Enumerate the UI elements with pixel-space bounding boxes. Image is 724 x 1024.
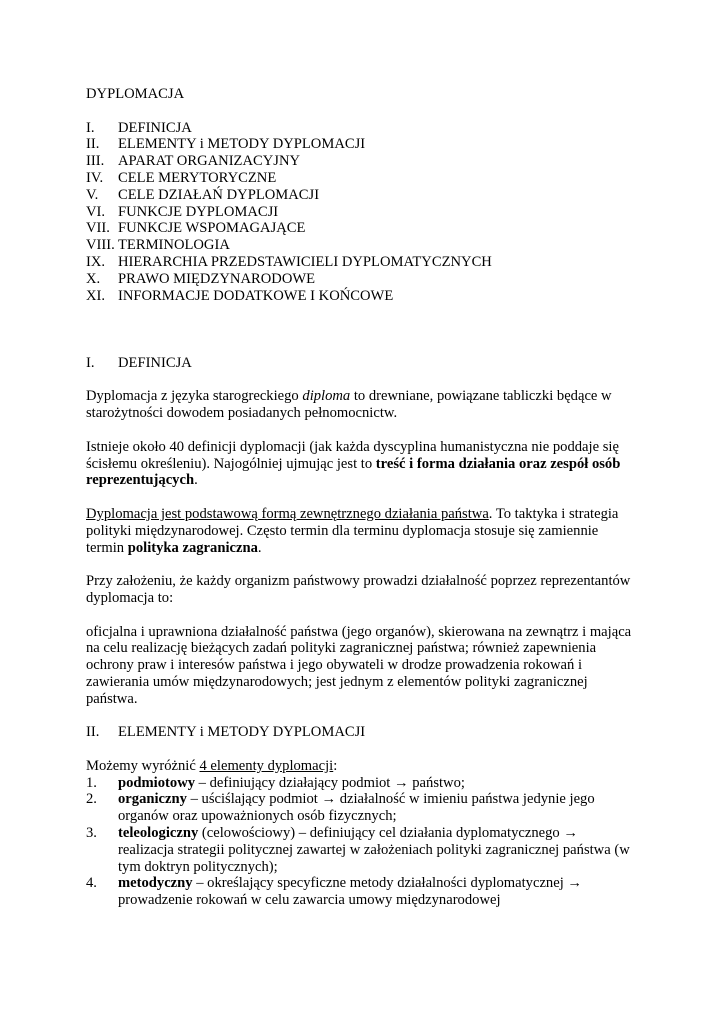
list-number: 3.: [86, 825, 97, 842]
text-run: ścisłemu określeniu). Najogólniej ujmując jest to: [86, 455, 376, 472]
document-title: DYPLOMACJA: [86, 86, 185, 102]
bold-text: podmiotowy: [118, 774, 196, 791]
toc-item: [86, 187, 646, 204]
section-title: DEFINICJA: [118, 354, 192, 371]
elements-list: [86, 775, 646, 909]
list-item: [86, 875, 646, 909]
list-item: [86, 775, 646, 792]
text-line: starożytności dowodem posiadanych pełnomocnictw.: [86, 405, 398, 422]
text-line: tym doktryn politycznych);: [118, 858, 278, 875]
list-number: 2.: [86, 791, 97, 808]
section-title: ELEMENTY i METODY DYPLOMACJI: [118, 724, 366, 741]
toc-label: CELE MERYTORYCZNE: [118, 169, 277, 186]
list-number: 1.: [86, 774, 97, 791]
toc-number: I.: [86, 119, 95, 136]
text-run: .: [257, 539, 262, 556]
underlined-text: Dyplomacja jest podstawową formą zewnętrznego działania państwa: [86, 505, 489, 522]
bold-text: reprezentujących: [86, 472, 195, 489]
toc-item: [86, 254, 646, 271]
toc-number: III.: [86, 153, 105, 170]
section-2-heading: [86, 724, 646, 741]
bold-text: metodyczny: [118, 875, 193, 892]
section-number: II.: [86, 724, 100, 741]
toc-label: TERMINOLOGIA: [118, 237, 230, 254]
bold-text: teleologiczny: [118, 825, 199, 842]
toc-item: [86, 153, 646, 170]
section-number: I.: [86, 354, 95, 371]
text-line: polityki międzynarodowej. Często termin dla terminu dyplomacja stosuje się zamiennie: [86, 522, 599, 539]
toc-label: HIERARCHIA PRZEDSTAWICIELI DYPLOMATYCZNYCH: [118, 253, 492, 270]
text-run: .: [194, 472, 198, 489]
text-line: oficjalna i uprawniona działalność państwa (jego organów), skierowana na zewnątrz i mająca: [86, 623, 632, 640]
toc-label: APARAT ORGANIZACYJNY: [118, 153, 301, 170]
toc-number: VII.: [86, 220, 110, 237]
table-of-contents: [86, 120, 646, 305]
term-diploma: diploma: [302, 388, 351, 405]
text-run: Możemy wyróżnić: [86, 757, 200, 774]
paragraph-official-activity: [86, 624, 646, 708]
toc-item: [86, 237, 646, 254]
bold-text: organiczny: [118, 791, 187, 808]
text-run: – definiujący działający podmiot → państwo;: [195, 774, 465, 791]
bold-text: treść i forma działania oraz zespół osób: [375, 455, 621, 472]
text-run: to drewniane, powiązane tabliczki będące w: [350, 388, 612, 405]
text-line: realizacja strategii politycznej zawartej w założeniach polityki zagranicznej państwa (w: [118, 841, 630, 858]
section-1-heading: [86, 355, 646, 372]
toc-number: X.: [86, 270, 101, 287]
toc-label: FUNKCJE DYPLOMACJI: [118, 203, 279, 220]
toc-item: [86, 271, 646, 288]
list-number: 4.: [86, 875, 97, 892]
toc-label: INFORMACJE DODATKOWE I KOŃCOWE: [118, 287, 394, 304]
text-line: Przy założeniu, że każdy organizm państwowy prowadzi działalność poprzez reprezentantów: [86, 573, 631, 590]
toc-item: [86, 220, 646, 237]
text-run: – uściślający podmiot → działalność w imieniu państwa jedynie jego: [186, 791, 595, 808]
bold-text: polityka zagraniczna: [127, 539, 258, 556]
toc-item: [86, 288, 646, 305]
toc-item: [86, 204, 646, 221]
paragraph-definitions: [86, 439, 646, 489]
text-line: na celu realizację bieżących zadań polityki zagranicznej państwa; również zapewnienia: [86, 640, 597, 657]
text-run: . To taktyka i strategia: [488, 505, 619, 522]
toc-number: V.: [86, 186, 99, 203]
toc-number: II.: [86, 136, 100, 153]
text-line: państwa.: [86, 690, 138, 707]
toc-item: [86, 170, 646, 187]
text-line: zawierania umów międzynarodowych; jest jednym z elementów polityki zagranicznej: [86, 673, 588, 690]
text-line: Istnieje około 40 definicji dyplomacji (jak każda dyscyplina humanistyczna nie poddaje się: [86, 438, 619, 455]
toc-label: PRAWO MIĘDZYNARODOWE: [118, 270, 316, 287]
list-item: [86, 791, 646, 825]
document-page: [86, 86, 646, 909]
text-run: :: [333, 757, 338, 774]
toc-number: XI.: [86, 287, 106, 304]
text-line: organów oraz upoważnionych osób fizycznych;: [118, 808, 397, 825]
list-item: [86, 825, 646, 875]
text-line: prowadzenie rokowań w celu zawarcia umowy międzynarodowej: [118, 892, 501, 909]
toc-number: VI.: [86, 203, 106, 220]
paragraph-basic-form: [86, 506, 646, 556]
toc-number: IV.: [86, 169, 104, 186]
text-run: – określający specyficzne metody działalności dyplomatycznej →: [192, 875, 583, 892]
toc-number: VIII.: [86, 237, 115, 254]
text-run: Dyplomacja z języka starogreckiego: [86, 388, 303, 405]
toc-label: DEFINICJA: [118, 119, 192, 136]
text-run: termin: [86, 539, 128, 556]
text-line: ochrony praw i interesów państwa i jego obywateli w drodze prowadzenia rokowań i: [86, 657, 583, 674]
paragraph-assumption: [86, 573, 646, 607]
toc-item: [86, 136, 646, 153]
underlined-text: 4 elementy dyplomacji: [199, 757, 334, 774]
toc-label: ELEMENTY i METODY DYPLOMACJI: [118, 136, 366, 153]
text-line: dyplomacja to:: [86, 589, 174, 606]
toc-number: IX.: [86, 253, 106, 270]
elements-intro: [86, 758, 646, 775]
paragraph-etymology: [86, 388, 646, 422]
toc-label: FUNKCJE WSPOMAGAJĄCE: [118, 220, 306, 237]
text-run: (celowościowy) – definiujący cel działania dyplomatycznego →: [198, 825, 578, 842]
toc-label: CELE DZIAŁAŃ DYPLOMACJI: [118, 186, 320, 203]
toc-item: [86, 120, 646, 137]
